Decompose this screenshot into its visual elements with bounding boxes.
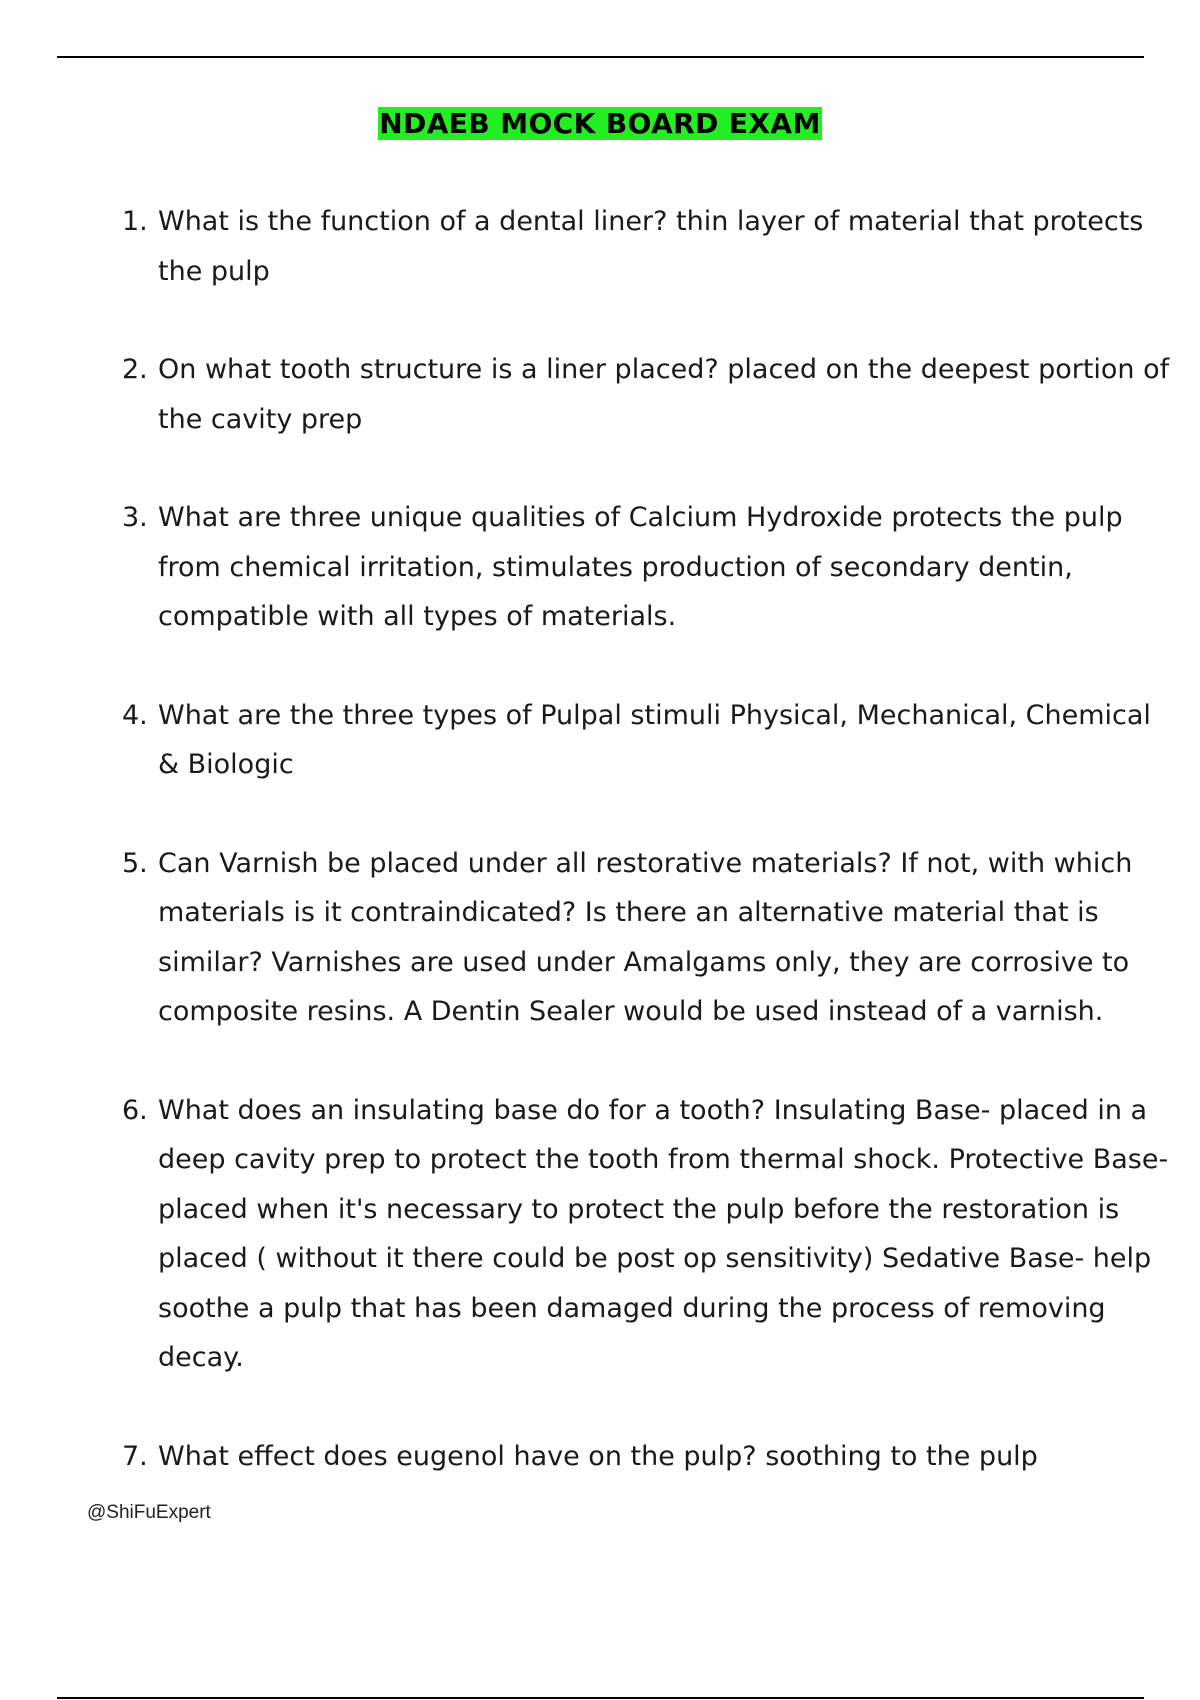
- page-title: NDAEB MOCK BOARD EXAM: [379, 107, 821, 140]
- question-text: Can Varnish be placed under all restorative materials? If not, with which materials is it contraindicated? Is there an alternative material that is similar? Varnishes are used under Amalgams only, they are corrosive to composite resins. A Dentin Sealer would be used instead of a varnish.: [158, 847, 1133, 1027]
- question-item: [0, 839, 1180, 1037]
- question-text: What are three unique qualities of Calcium Hydroxide protects the pulp from chemical irritation, stimulates production of secondary dentin, compatible with all types of materials.: [158, 502, 1123, 632]
- top-rule: [57, 56, 1144, 58]
- question-item: [0, 493, 1180, 642]
- question-number: 2.: [122, 354, 148, 385]
- question-number: 6.: [122, 1094, 148, 1126]
- question-text: What effect does eugenol have on the pulp? soothing to the pulp: [158, 1440, 1038, 1472]
- question-item: [0, 691, 1180, 790]
- question-number: 4.: [122, 699, 148, 731]
- question-item: [0, 1432, 1180, 1482]
- question-text: On what tooth structure is a liner placed? placed on the deepest portion of the cavity prep: [158, 354, 1170, 435]
- question-number: 1.: [122, 206, 148, 237]
- question-item: [0, 1086, 1180, 1383]
- footer-handle: @ShiFuExpert: [87, 1502, 211, 1523]
- question-number: 3.: [122, 502, 148, 533]
- question-list: [0, 197, 1180, 1481]
- question-text: What does an insulating base do for a tooth? Insulating Base- placed in a deep cavity prep to protect the tooth from thermal shock. Protective Base- placed when it's necessary to protect the pulp before the restoration is placed ( without it there could be post op sensitivity) Sedative Base- help soothe a pulp that has been damaged during the process of removing decay.: [158, 1094, 1169, 1373]
- question-number: 5.: [122, 847, 148, 879]
- question-text: What are the three types of Pulpal stimuli Physical, Mechanical, Chemical & Biologic: [158, 699, 1151, 780]
- question-number: 7.: [122, 1440, 148, 1472]
- question-text: What is the function of a dental liner? thin layer of material that protects the pulp: [158, 206, 1144, 287]
- question-item: [0, 197, 1180, 296]
- title-block: [0, 106, 1200, 142]
- question-item: [0, 345, 1180, 444]
- bottom-rule: [57, 1697, 1144, 1699]
